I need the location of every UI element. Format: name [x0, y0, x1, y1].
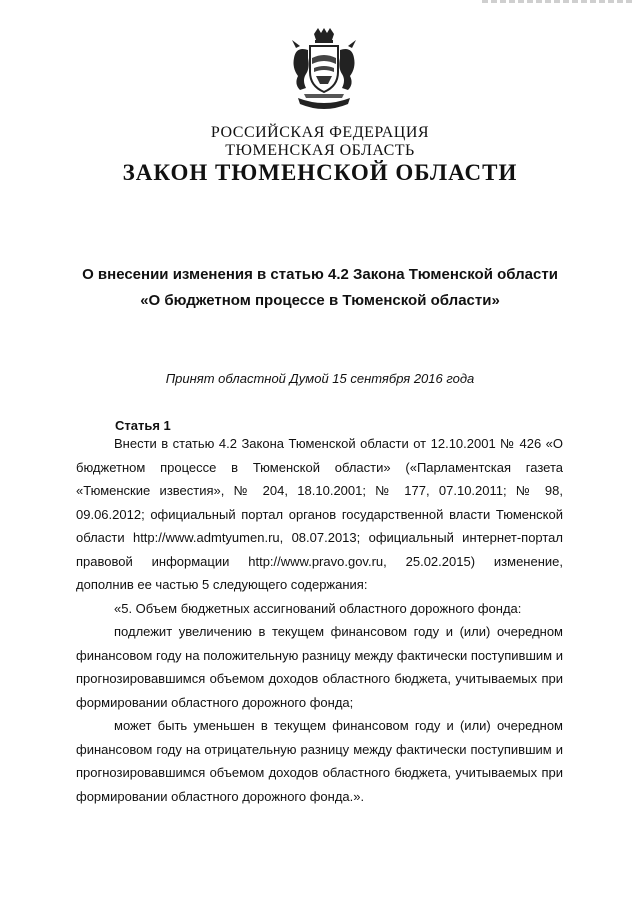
- law-title-line-1: О внесении изменения в статью 4.2 Закона Тюменской области: [82, 266, 558, 283]
- paragraph: может быть уменьшен в текущем финансовом году и (или) очередном финансовом году на отрицательную разницу между фактически поступившим и прогнозировавшимся объемом доходов областного бюджета, учитываемых при формировании областного дорожного фонда.».: [76, 718, 563, 804]
- header-law-title: ЗАКОН ТЮМЕНСКОЙ ОБЛАСТИ: [122, 160, 518, 185]
- paragraph: подлежит увеличению в текущем финансовом году и (или) очередном финансовом году на положительную разницу между фактически поступившим и прогнозировавшимся объемом доходов областного бюджета, учитываемых при формировании областного дорожного фонда;: [76, 624, 563, 710]
- article-heading: Статья 1: [115, 418, 171, 433]
- paragraph: «5. Объем бюджетных ассигнований областного дорожного фонда:: [114, 600, 522, 616]
- header-region: ТЮМЕНСКАЯ ОБЛАСТЬ: [225, 142, 415, 159]
- scan-mark: [482, 0, 632, 3]
- paragraph: Внести в статью 4.2 Закона Тюменской области от 12.10.2001 № 426 «О бюджетном процессе в Тюменской области» («Парламентская газета «Тюменские известия», № 204, 18.10.2001; № 177, 07.10.2011; № 98, 09.06.2012; официальный портал органов государственной власти Тюменской области http://www.admtyumen.ru, 08.07.2013; официальный интернет-портал правовой информации http://www.pravo.gov.ru, 25.02.2015) изменение, дополнив ее частью 5 следующего содержания:: [76, 436, 563, 592]
- law-title-line-2: «О бюджетном процессе в Тюменской области»: [140, 292, 500, 309]
- header-country: РОССИЙСКАЯ ФЕДЕРАЦИЯ: [210, 124, 430, 141]
- adoption-date: Принят областной Думой 15 сентября 2016 года: [165, 371, 475, 386]
- tyumen-coat-of-arms-icon: [288, 28, 360, 118]
- article-body: [76, 432, 563, 808]
